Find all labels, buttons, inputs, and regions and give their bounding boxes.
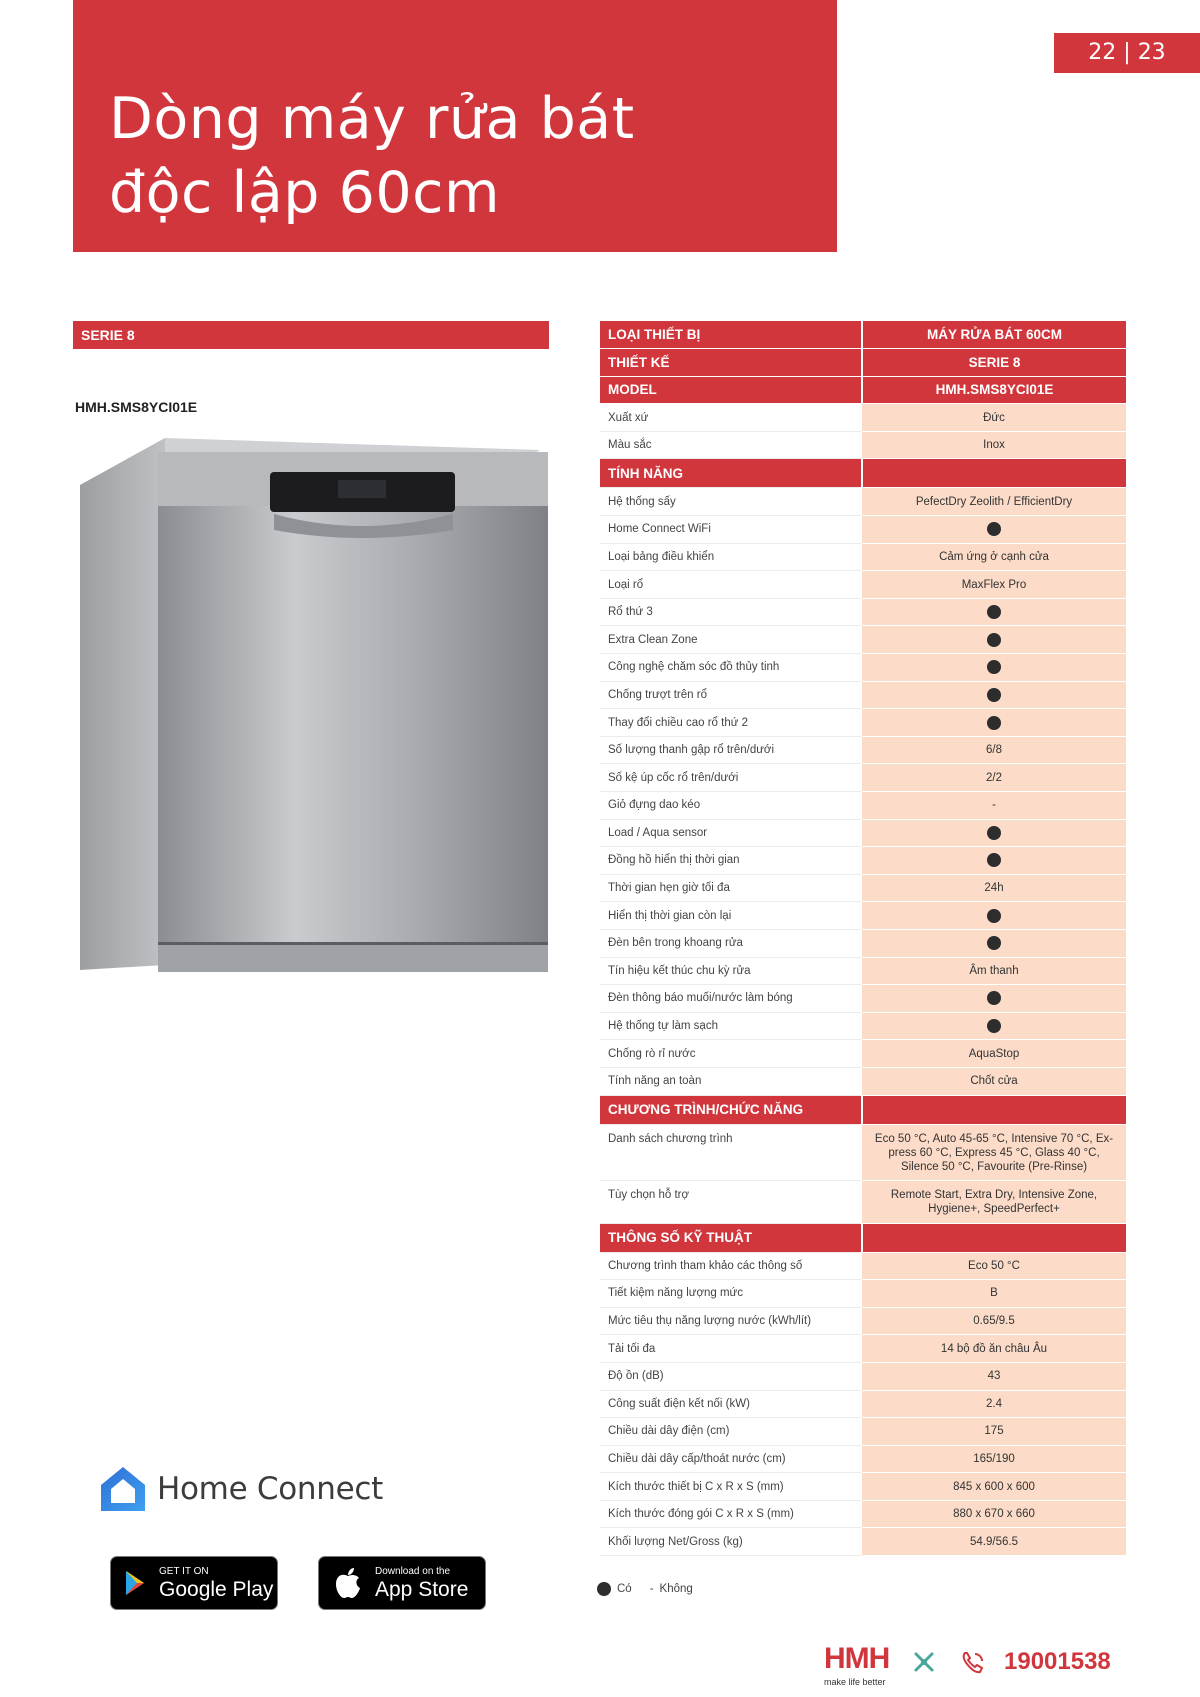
spec-value: HMH.SMS8YCI01E <box>862 376 1126 404</box>
spec-label: Tiết kiệm năng lượng mức <box>600 1280 862 1308</box>
spec-label: Chương trình tham khảo các thông số <box>600 1252 862 1280</box>
spec-label: Chiều dài dây cấp/thoát nước (cm) <box>600 1445 862 1473</box>
dishwasher-image <box>70 430 550 1020</box>
spec-value: 6/8 <box>862 736 1126 764</box>
table-row <box>600 654 1126 682</box>
spec-value: Remote Start, Extra Dry, Intensive Zone, Hygiene+, SpeedPerfect+ <box>862 1180 1126 1223</box>
dot-icon <box>987 1019 1001 1033</box>
table-row <box>600 431 1126 459</box>
table-row <box>600 681 1126 709</box>
spec-label: Hệ thống tự làm sạch <box>600 1012 862 1040</box>
feature-check-cell <box>862 598 1126 626</box>
spec-value: 0.65/9.5 <box>862 1307 1126 1335</box>
table-row <box>600 1252 1126 1280</box>
spec-label: Số lượng thanh gập rổ trên/dưới <box>600 736 862 764</box>
home-connect-icon <box>99 1465 147 1513</box>
table-row <box>600 543 1126 571</box>
dot-icon <box>987 826 1001 840</box>
spec-value: Âm thanh <box>862 957 1126 985</box>
spec-value: Đức <box>862 404 1126 432</box>
spec-label: Tùy chọn hỗ trợ <box>600 1180 862 1223</box>
spec-label: Hệ thống sấy <box>600 488 862 516</box>
spec-label: Khối lượng Net/Gross (kg) <box>600 1528 862 1556</box>
feature-check-cell <box>862 516 1126 544</box>
spec-label: Đèn bên trong khoang rửa <box>600 929 862 957</box>
table-row <box>600 1445 1126 1473</box>
spec-value: Eco 50 °C, Auto 45-65 °C, Intensive 70 °C, Ex-press 60 °C, Express 45 °C, Glass 40 °C, Silence 50 °C, Favourite (Pre-Rinse) <box>862 1124 1126 1180</box>
google-play-big-text: Google Play <box>159 1577 274 1601</box>
spec-label: Extra Clean Zone <box>600 626 862 654</box>
home-connect-name: Home Connect <box>157 1471 383 1507</box>
spec-label: Tải tối đa <box>600 1335 862 1363</box>
section-title: TÍNH NĂNG <box>600 459 862 488</box>
section-spacer <box>862 1223 1126 1252</box>
table-row <box>600 1012 1126 1040</box>
page-title <box>109 82 635 230</box>
feature-check-cell <box>862 819 1126 847</box>
spec-value: Chốt cửa <box>862 1067 1126 1095</box>
spec-label: Đèn thông báo muối/nước làm bóng <box>600 985 862 1013</box>
home-connect-logo <box>99 1465 383 1513</box>
spec-value: Inox <box>862 431 1126 459</box>
serie-bar: SERIE 8 <box>73 321 549 349</box>
app-store-button[interactable] <box>318 1556 486 1610</box>
spec-value: 175 <box>862 1418 1126 1446</box>
page-number-badge: 22 | 23 <box>1054 33 1200 73</box>
spec-label: Chống trượt trên rổ <box>600 681 862 709</box>
dot-icon <box>987 688 1001 702</box>
apple-icon <box>333 1566 363 1600</box>
table-row <box>600 404 1126 432</box>
spec-value: SERIE 8 <box>862 349 1126 377</box>
spec-label: Công nghệ chăm sóc đồ thủy tinh <box>600 654 862 682</box>
spec-label: Load / Aqua sensor <box>600 819 862 847</box>
table-row <box>600 985 1126 1013</box>
table-row <box>600 874 1126 902</box>
spec-value: 2.4 <box>862 1390 1126 1418</box>
table-row <box>600 1067 1126 1095</box>
feature-check-cell <box>862 681 1126 709</box>
spec-label: Kích thước thiết bị C x R x S (mm) <box>600 1473 862 1501</box>
feature-check-cell <box>862 1012 1126 1040</box>
section-title: THÔNG SỐ KỸ THUẬT <box>600 1223 862 1252</box>
spec-value: 165/190 <box>862 1445 1126 1473</box>
spec-value: B <box>862 1280 1126 1308</box>
spec-label: Home Connect WiFi <box>600 516 862 544</box>
table-row <box>600 349 1126 377</box>
table-row <box>600 709 1126 737</box>
spec-value: MÁY RỬA BÁT 60CM <box>862 321 1126 349</box>
feature-check-cell <box>862 847 1126 875</box>
table-row <box>600 902 1126 930</box>
spec-label: Chiều dài dây điện (cm) <box>600 1418 862 1446</box>
feature-check-cell <box>862 626 1126 654</box>
spec-label: Tính năng an toàn <box>600 1067 862 1095</box>
spec-label: Thay đổi chiều cao rổ thứ 2 <box>600 709 862 737</box>
spec-label: Đồng hồ hiển thị thời gian <box>600 847 862 875</box>
table-row <box>600 1390 1126 1418</box>
section-spacer <box>862 459 1126 488</box>
feature-check-cell <box>862 902 1126 930</box>
table-row <box>600 626 1126 654</box>
dot-icon <box>987 522 1001 536</box>
section-header <box>600 1223 1126 1252</box>
spec-label: Mức tiêu thụ năng lượng nước (kWh/lít) <box>600 1307 862 1335</box>
spec-value: Eco 50 °C <box>862 1252 1126 1280</box>
phone-icon <box>960 1650 986 1676</box>
table-row <box>600 1418 1126 1446</box>
spec-value: 2/2 <box>862 764 1126 792</box>
spec-label: Rổ thứ 3 <box>600 598 862 626</box>
title-line-2: độc lập 60cm <box>109 160 500 226</box>
table-row <box>600 1040 1126 1068</box>
spec-label: Xuất xứ <box>600 404 862 432</box>
dot-icon <box>597 1582 611 1596</box>
spec-label: Tín hiệu kết thúc chu kỳ rửa <box>600 957 862 985</box>
google-play-icon <box>121 1568 151 1598</box>
table-row <box>600 847 1126 875</box>
table-row <box>600 321 1126 349</box>
feature-check-cell <box>862 985 1126 1013</box>
spec-table <box>600 321 1126 1556</box>
hotline-number: 19001538 <box>1004 1648 1111 1675</box>
dot-icon <box>987 605 1001 619</box>
dot-icon <box>987 633 1001 647</box>
feature-check-cell <box>862 929 1126 957</box>
section-header <box>600 459 1126 488</box>
title-line-1: Dòng máy rửa bát <box>109 86 635 152</box>
table-row <box>600 1335 1126 1363</box>
feature-check-cell <box>862 654 1126 682</box>
table-row <box>600 488 1126 516</box>
tools-icon <box>912 1650 936 1674</box>
spec-label: Loại bảng điều khiển <box>600 543 862 571</box>
table-row <box>600 1124 1126 1180</box>
feature-check-cell <box>862 709 1126 737</box>
spec-value: 54.9/56.5 <box>862 1528 1126 1556</box>
table-row <box>600 957 1126 985</box>
spec-label: Độ ồn (dB) <box>600 1362 862 1390</box>
app-store-big-text: App Store <box>375 1577 469 1601</box>
model-label: HMH.SMS8YCI01E <box>75 399 198 415</box>
spec-label: Giỏ đựng dao kéo <box>600 792 862 820</box>
dot-icon <box>987 853 1001 867</box>
legend-no: Không <box>659 1583 693 1595</box>
google-play-small-text: GET IT ON <box>159 1565 209 1577</box>
spec-value: - <box>862 792 1126 820</box>
dot-icon <box>987 660 1001 674</box>
spec-value: PefectDry Zeolith / EfficientDry <box>862 488 1126 516</box>
table-row <box>600 1500 1126 1528</box>
spec-value: Cảm ứng ở cạnh cửa <box>862 543 1126 571</box>
spec-label: THIẾT KẾ <box>600 349 862 377</box>
spec-value: 880 x 670 x 660 <box>862 1500 1126 1528</box>
table-row <box>600 1280 1126 1308</box>
spec-value: MaxFlex Pro <box>862 571 1126 599</box>
dot-icon <box>987 909 1001 923</box>
spec-label: Hiển thị thời gian còn lại <box>600 902 862 930</box>
spec-label: LOẠI THIẾT BỊ <box>600 321 862 349</box>
app-store-small-text: Download on the <box>375 1565 451 1577</box>
spec-label: Chống rò rỉ nước <box>600 1040 862 1068</box>
spec-value: 845 x 600 x 600 <box>862 1473 1126 1501</box>
hmh-logo: HMH <box>824 1642 890 1675</box>
table-row <box>600 598 1126 626</box>
table-row <box>600 736 1126 764</box>
table-row <box>600 1473 1126 1501</box>
spec-label: Loại rổ <box>600 571 862 599</box>
footer <box>820 1642 1130 1692</box>
section-header <box>600 1095 1126 1124</box>
spec-label: Màu sắc <box>600 431 862 459</box>
spec-label: Thời gian hẹn giờ tối đa <box>600 874 862 902</box>
spec-label: Kích thước đóng gói C x R x S (mm) <box>600 1500 862 1528</box>
spec-label: Công suất điện kết nối (kW) <box>600 1390 862 1418</box>
spec-label: Danh sách chương trình <box>600 1124 862 1180</box>
table-row <box>600 929 1126 957</box>
legend-yes: Có <box>617 1583 632 1595</box>
table-row <box>600 1528 1126 1556</box>
section-spacer <box>862 1095 1126 1124</box>
dot-icon <box>987 936 1001 950</box>
hmh-tagline: make life better <box>824 1677 886 1687</box>
spec-label: Số kệ úp cốc rổ trên/dưới <box>600 764 862 792</box>
table-row <box>600 764 1126 792</box>
legend-dash: - <box>649 1583 654 1595</box>
google-play-button[interactable] <box>110 1556 278 1610</box>
spec-label: MODEL <box>600 376 862 404</box>
hero-banner <box>73 0 837 252</box>
section-title: CHƯƠNG TRÌNH/CHỨC NĂNG <box>600 1095 862 1124</box>
legend <box>597 1582 693 1596</box>
spec-value: 43 <box>862 1362 1126 1390</box>
table-row <box>600 819 1126 847</box>
dot-icon <box>987 716 1001 730</box>
table-row <box>600 516 1126 544</box>
dot-icon <box>987 991 1001 1005</box>
spec-value: 14 bộ đồ ăn châu Âu <box>862 1335 1126 1363</box>
table-row <box>600 792 1126 820</box>
table-row <box>600 376 1126 404</box>
table-row <box>600 1180 1126 1223</box>
spec-value: 24h <box>862 874 1126 902</box>
spec-value: AquaStop <box>862 1040 1126 1068</box>
table-row <box>600 571 1126 599</box>
table-row <box>600 1307 1126 1335</box>
table-row <box>600 1362 1126 1390</box>
